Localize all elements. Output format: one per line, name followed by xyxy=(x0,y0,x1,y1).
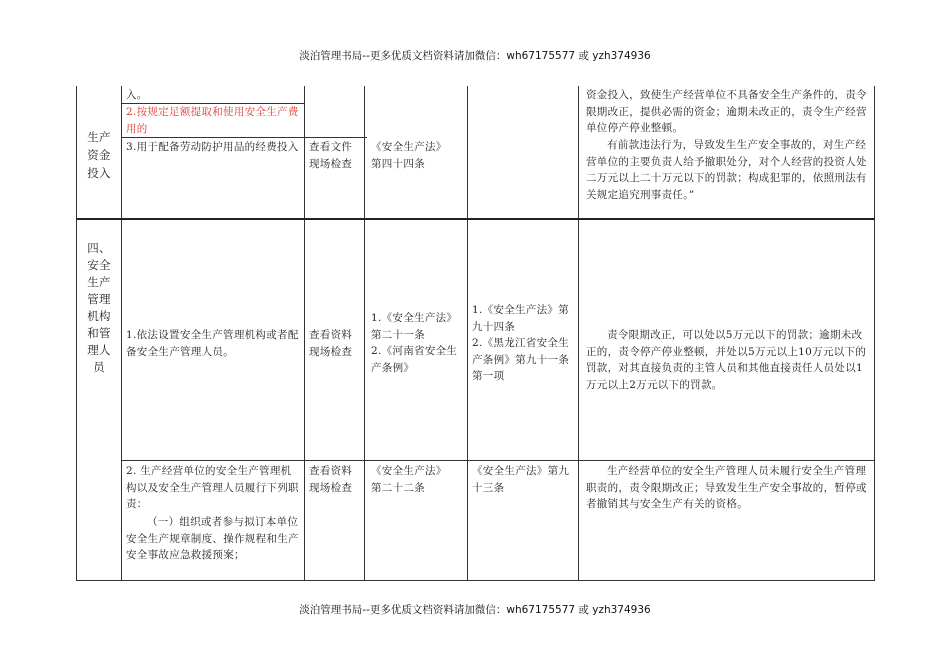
table-border-left xyxy=(76,86,77,581)
row1-basis: 1.《安全生产法》第二十一条 2.《河南省安全生产条例》 xyxy=(371,312,458,374)
row1-item: 1.依法设置安全生产管理机构或者配备安全生产管理人员。 xyxy=(126,329,299,358)
col-divider-4 xyxy=(467,86,468,581)
item-3-method: 查看文件 现场检查 xyxy=(309,141,353,170)
row1-method: 查看资料 现场检查 xyxy=(309,329,353,358)
col-divider-2 xyxy=(304,86,305,581)
penalty-second: 有前款违法行为，导致发生生产安全事故的，对生产经营单位的主要负责人给予撤职处分，对个人经营的投资人处二万元以上二十万元以下的罚款；构成犯罪的，依照刑法有关规定追究刑事责任。” xyxy=(586,139,867,201)
col-divider-5 xyxy=(578,86,579,581)
page-header: 淡泊管理书局--更多优质文档资料请加微信：wh67175577 或 yzh374936 xyxy=(299,50,651,62)
item-3-basis: 《安全生产法》 第四十四条 xyxy=(371,141,447,170)
row2-method: 查看资料 现场检查 xyxy=(309,465,353,494)
row1-penalty: 责令限期改正，可以处以5万元以下的罚款；逾期未改正的，责令停产停业整顿，并处以5万元以上10万元以下的罚款，对其直接负责的主管人员和其他直接责任人员处以1万元以上2万元以下的罚款。 xyxy=(586,329,867,391)
col-divider-1 xyxy=(121,86,122,581)
col-divider-3 xyxy=(364,86,365,581)
row2-item-sub: （一）组织或者参与拟订本单位安全生产规章制度、操作规程和生产安全事故应急救援预案； xyxy=(126,516,299,561)
item-3: 3.用于配备劳动防护用品的经费投入 xyxy=(126,141,299,153)
row1-penalty-basis: 1.《安全生产法》第九十四条 2.《黑龙江省安全生产条例》第九十一条第一项 xyxy=(472,304,570,382)
page-footer: 淡泊管理书局--更多优质文档资料请加微信：wh67175577 或 yzh374936 xyxy=(299,604,651,616)
category-funding: 生产 资金 投入 xyxy=(87,130,111,180)
row2-penalty: 生产经营单位的安全生产管理人员未履行安全生产管理职责的，责令限期改正；导致发生生产安全事故的，暂停或者撤销其与安全生产有关的资格。 xyxy=(586,465,867,510)
item-prev-tail: 入。 xyxy=(126,89,148,101)
row2-item-intro: 2. 生产经营单位的安全生产管理机构以及安全生产管理人员履行下列职责： xyxy=(126,465,299,510)
section-divider xyxy=(76,218,875,220)
penalty-top: 资金投入，致使生产经营单位不具备安全生产条件的，责令限期改正，提供必需的资金；逾期未改正的，责令生产经营单位停产停业整顿。 xyxy=(586,89,867,134)
row-line-item2 xyxy=(121,137,367,138)
row2-penalty-basis: 《安全生产法》第九十三条 xyxy=(472,465,570,494)
row-divider-sec4 xyxy=(121,460,875,461)
table-border-bottom xyxy=(76,580,875,581)
item-2-red: 2.按规定足额提取和使用安全生产费用的 xyxy=(126,106,299,135)
category-safety-management: 四、 安全 生产 管理 机构 和管 理人 员 xyxy=(87,241,111,374)
table-border-right xyxy=(874,86,875,581)
row2-basis: 《安全生产法》 第二十二条 xyxy=(371,465,447,494)
